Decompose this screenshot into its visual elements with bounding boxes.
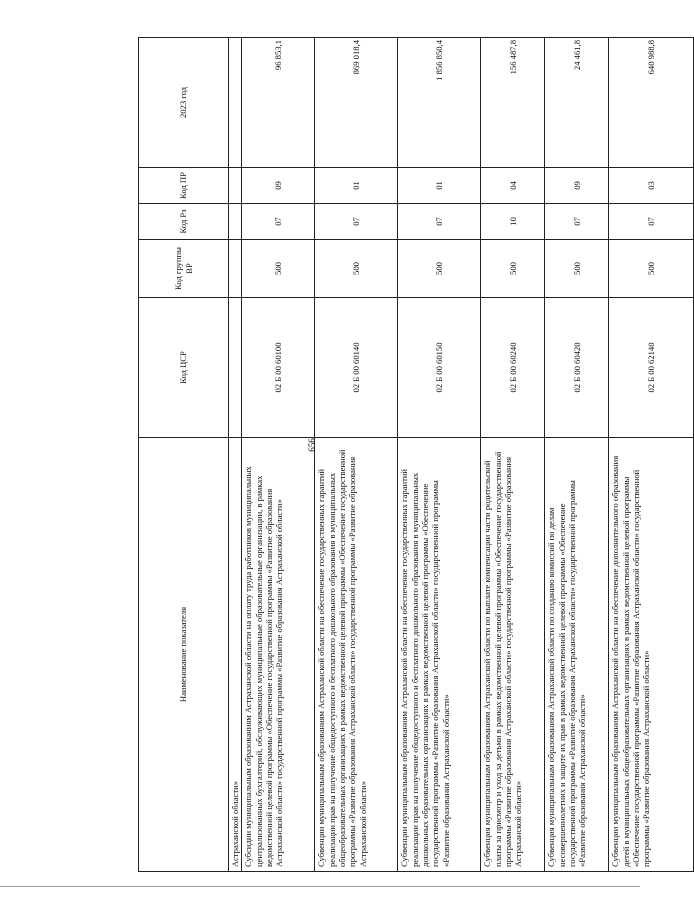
header-pr: Код ПР [139,168,229,204]
page-number: 656 [306,438,317,452]
row-vr: 500 [398,240,481,298]
header-rz: Код Рз [139,204,229,240]
rotated-table-container [138,38,657,872]
table-row [481,38,545,872]
row-csr: 02 Б 00 62140 [609,298,694,438]
header-year: 2023 год [139,38,229,168]
row-pr: 03 [609,168,694,204]
row-pr: 01 [315,168,398,204]
row-amount: 640 988,8 [609,38,694,168]
page-bottom-rule [0,886,640,887]
header-row [139,38,229,872]
row-name: Субвенции муниципальным образованиям Астраханской области на обеспечение дополнительного образования детей в муниципальных общеобразовательных организациях в рамках ведомственной целевой программы «Обеспечение государственной программы «Развитие образования Астраханской области» государственной программы «Развитие образования Астраханской области» [609,438,694,872]
table-row [315,38,398,872]
row-rz: 07 [242,204,315,240]
budget-table [138,37,694,872]
header-vr: Код группы ВР [139,240,229,298]
row-name: Субвенция муниципальным образованиям Астраханской области по выплате компенсации части родительской платы за присмотр и уход за детьми в рамках ведомственной целевой программы «Обеспечение государственной программы «Развитие образования Астраханской области» государственной программы «Развитие образования Астраханской области» [481,438,545,872]
row-csr: 02 Б 00 60420 [545,298,609,438]
row-vr: 500 [242,240,315,298]
table-row [242,38,315,872]
row-vr: 500 [315,240,398,298]
row-name: Субвенции муниципальным образованиям Астраханской области на обеспечение государственных гарантий реализации прав на получение общедоступного и бесплатного дошкольного образования в муниципальных общеобразовательных организациях в рамках ведомственной целевой программы «Обеспечение государственной программы «Развитие образования Астраханской области» государственной программы «Развитие образования Астраханской области» [315,438,398,872]
table-row [398,38,481,872]
header-csr: Код ЦСР [139,298,229,438]
table-row [545,38,609,872]
row-vr: 500 [609,240,694,298]
row-csr: 02 Б 00 60240 [481,298,545,438]
row-rz: 07 [609,204,694,240]
row-name: Субвенции муниципальным образованиям Астраханской области на обеспечение государственных гарантий реализации прав на получение общедоступного и бесплатного дошкольного образования в муниципальных дошкольных образовательных организациях в рамках ведомственной целевой программы «Обеспечение государственной программы «Развитие образования Астраханской области» государственной программы «Развитие образования Астраханской области» [398,438,481,872]
row-pr: 09 [242,168,315,204]
table-row [609,38,694,872]
row-pr: 01 [398,168,481,204]
row-rz: 07 [545,204,609,240]
row-rz: 10 [481,204,545,240]
row-amount: 156 487,8 [481,38,545,168]
row-pr: 04 [481,168,545,204]
row-vr: 500 [545,240,609,298]
table-row-continuation [229,38,242,872]
header-name: Наименование показателя [139,438,229,872]
row-amount: 869 018,4 [315,38,398,168]
row-vr: 500 [481,240,545,298]
row-csr: 02 Б 00 60140 [315,298,398,438]
row-amount: 96 853,1 [242,38,315,168]
row-name: Астраханской области» [229,438,242,872]
row-name: Субсидии муниципальным образованиям Астраханской области на оплату труда работников муниципальных централизованных бухгалтерий, обслуживающих муниципальные образовательные организации, в рамках ведомственной целевой программы «Обеспечение государственной программы «Развитие образования Астраханской области» государственной программы «Развитие образования Астраханской области» [242,438,315,872]
row-rz: 07 [315,204,398,240]
row-name: Субвенция муниципальным образованиям Астраханской области по созданию комиссий по делам несовершеннолетних и защите их прав в рамках ведомственной целевой программы «Обеспечение государственной программы «Развитие образования Астраханской области» государственной программы «Развитие образования Астраханской области» [545,438,609,872]
row-rz: 07 [398,204,481,240]
row-pr: 09 [545,168,609,204]
row-amount: 1 856 850,4 [398,38,481,168]
row-csr: 02 Б 00 60150 [398,298,481,438]
row-amount: 24 461,8 [545,38,609,168]
row-csr: 02 Б 00 60100 [242,298,315,438]
